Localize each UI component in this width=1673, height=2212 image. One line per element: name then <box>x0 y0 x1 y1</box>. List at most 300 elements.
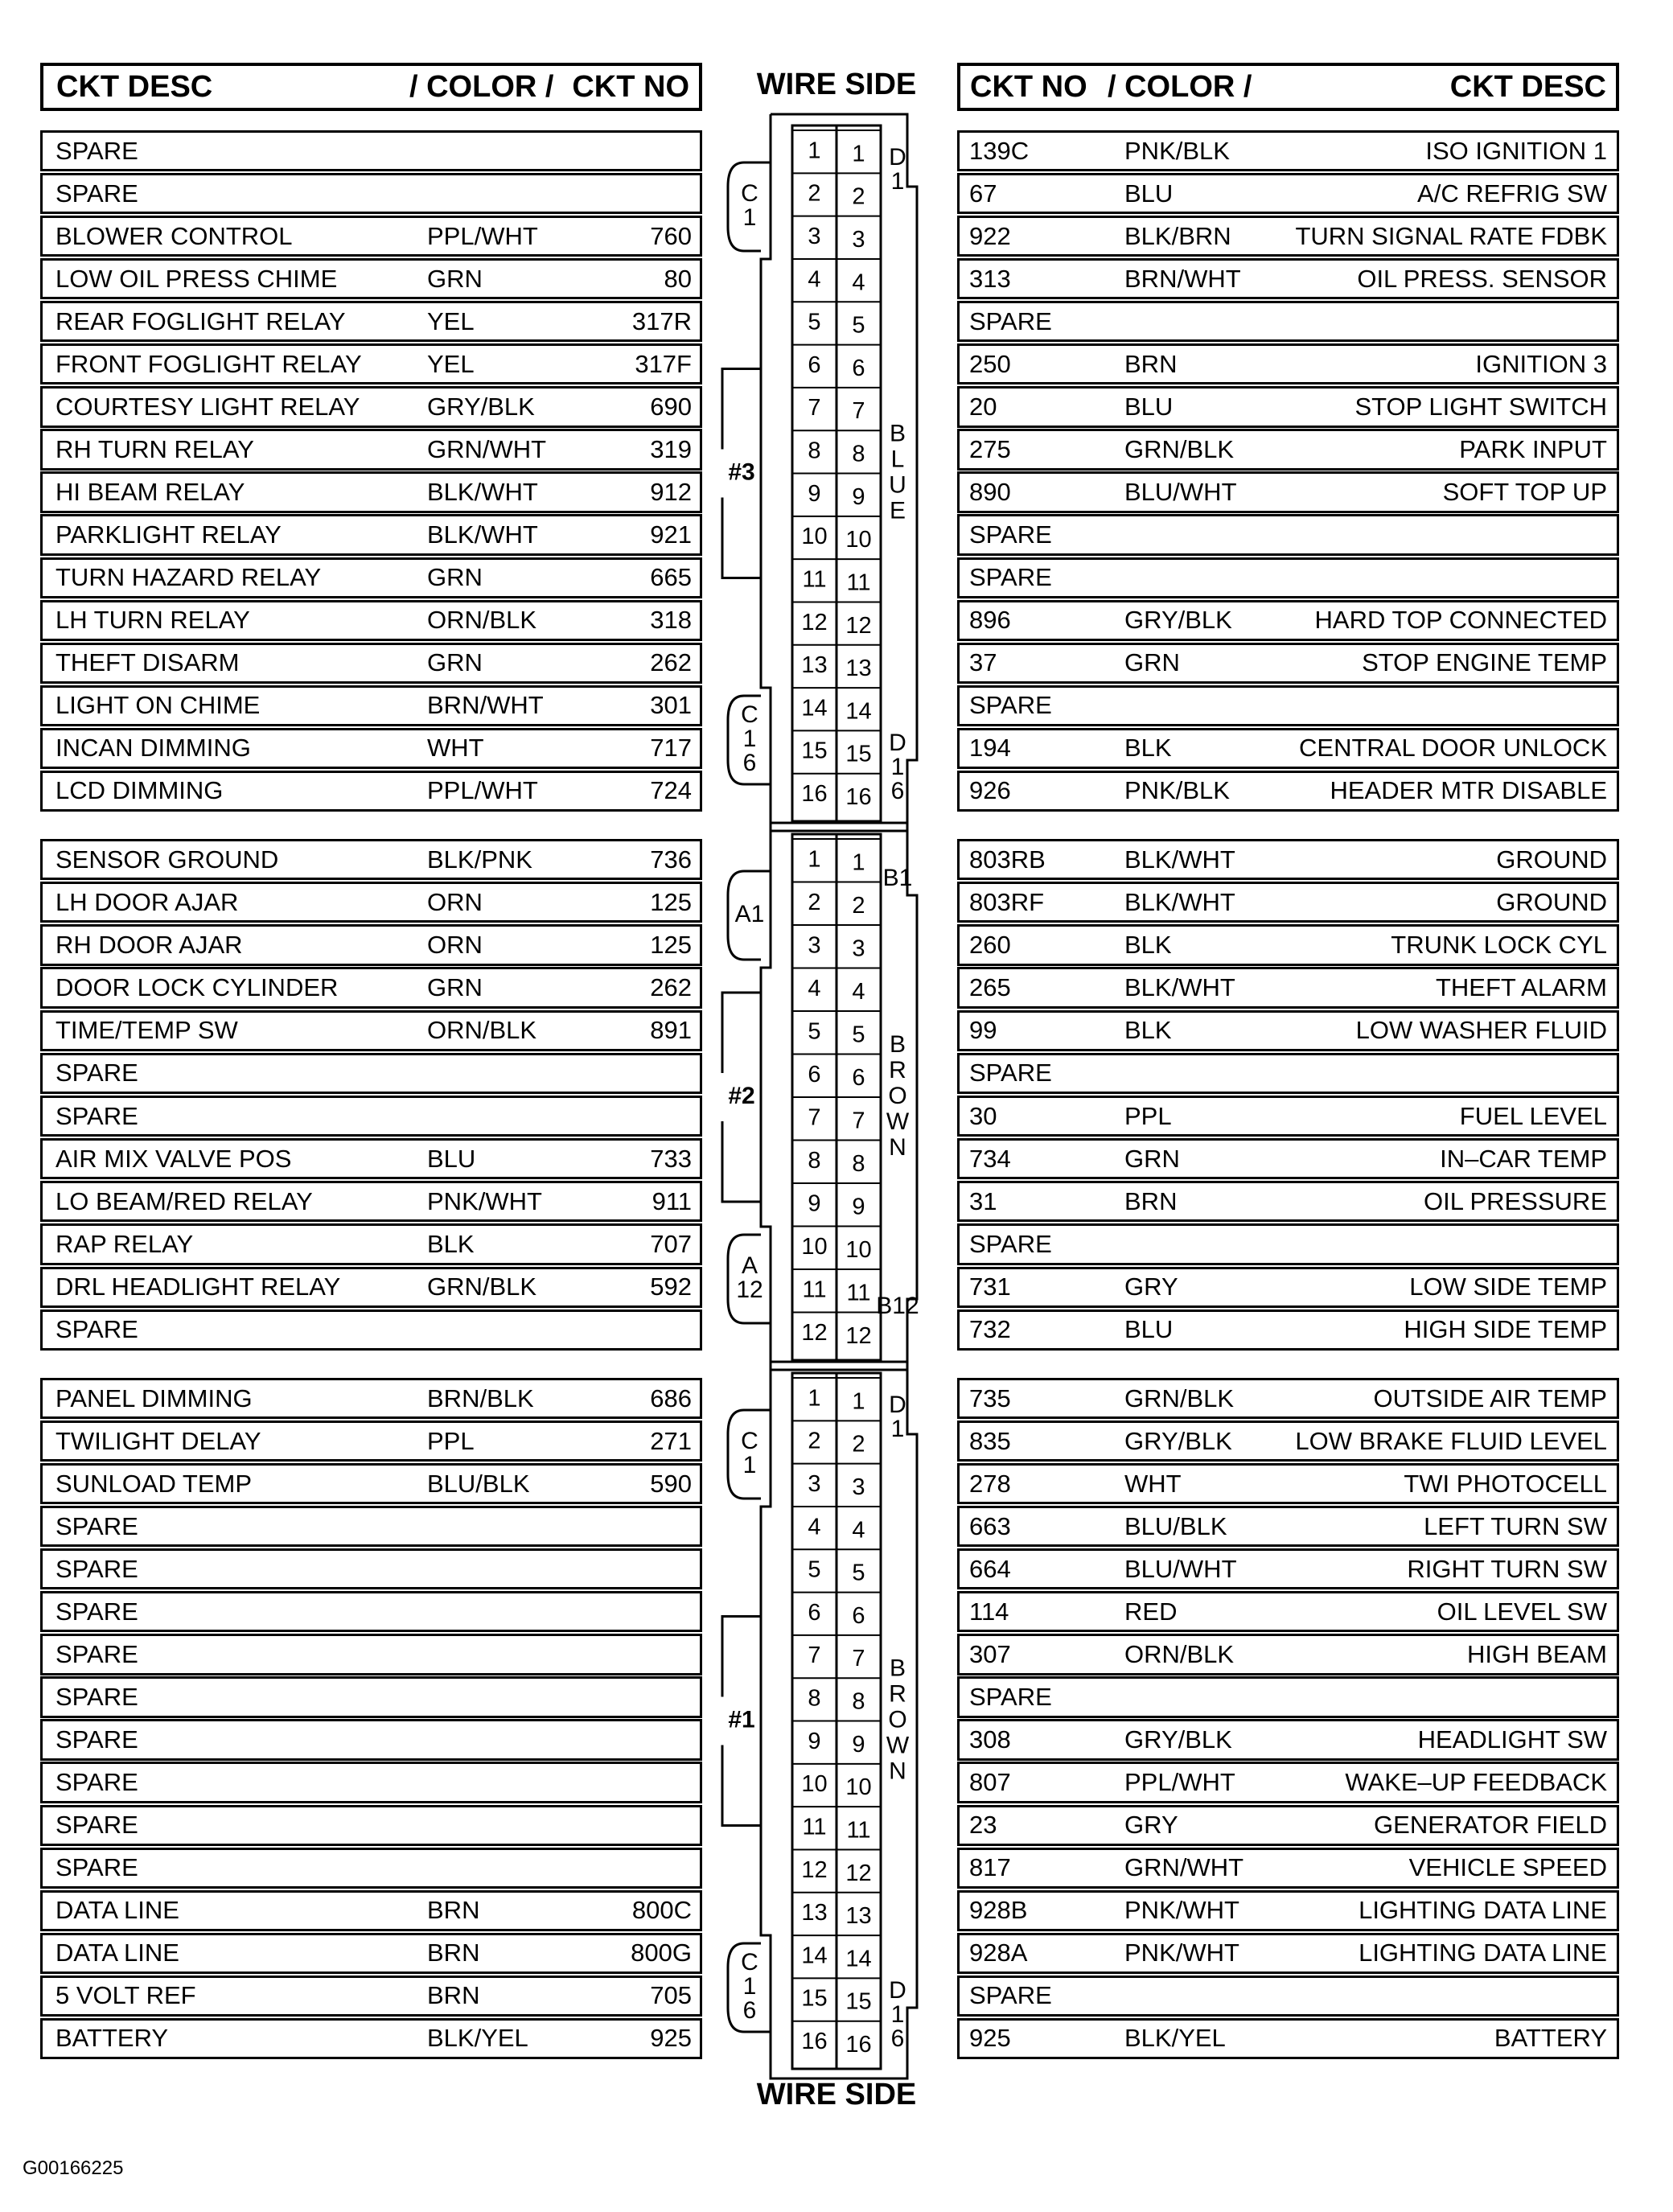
ckt-no: 99 <box>969 1016 997 1045</box>
cavity-label-bottom-left: 1 <box>742 1972 757 2000</box>
cavity-label-bottom-right: 1 <box>890 753 905 780</box>
ckt-no: 736 <box>650 845 692 874</box>
ckt-no: 31 <box>969 1186 997 1215</box>
pin-number-right: 7 <box>852 1646 865 1672</box>
ckt-desc: REAR FOGLIGHT RELAY <box>55 306 346 335</box>
wire-color: GRN <box>427 563 483 592</box>
cavity-label-bottom-left: 1 <box>742 725 757 752</box>
cavity-label-top-left: 1 <box>742 1451 757 1478</box>
ckt-no: 265 <box>969 973 1011 1002</box>
pin-number-left: 7 <box>808 395 821 421</box>
ckt-desc: BLOWER CONTROL <box>55 221 293 250</box>
wire-color: PNK/WHT <box>427 1186 542 1215</box>
wire-side-title-bottom: WIRE SIDE <box>756 2078 917 2111</box>
ckt-desc: BATTERY <box>55 2024 169 2053</box>
ckt-desc: GENERATOR FIELD <box>1374 1811 1607 1840</box>
pin-number-left: 6 <box>808 1061 821 1087</box>
wire-color: BLK/WHT <box>427 478 538 507</box>
wire-color: GRN/BLK <box>1124 434 1235 463</box>
wire-color: BRN <box>427 1939 480 1967</box>
wire-color: BRN <box>427 1896 480 1925</box>
left-header-ckt-no: CKT NO <box>572 69 689 104</box>
wire-color: BLU <box>427 1144 476 1173</box>
wire-color: ORN <box>427 887 483 916</box>
right-header-color: / COLOR / <box>1108 69 1252 104</box>
ckt-desc: HIGH BEAM <box>1467 1639 1607 1668</box>
wire-color: BLK <box>427 1230 475 1259</box>
cavity-label-bottom-right: B12 <box>876 1292 919 1319</box>
pin-number-left: 10 <box>801 1233 828 1260</box>
ckt-no: 807 <box>969 1768 1011 1797</box>
connector-color-label: B <box>889 1655 906 1682</box>
ckt-no: 705 <box>650 1981 692 2010</box>
ckt-desc: A/C REFRIG SW <box>1417 179 1607 208</box>
wire-color: BLU/WHT <box>1124 478 1237 507</box>
cavity-label-top-left: C <box>741 179 758 207</box>
ckt-desc: LIGHTING DATA LINE <box>1359 1939 1607 1967</box>
pin-number-right: 15 <box>845 1988 872 2015</box>
pin-number-left: 10 <box>801 524 828 550</box>
ckt-desc: HARD TOP CONNECTED <box>1314 606 1607 635</box>
ckt-no: 114 <box>969 1597 1009 1626</box>
pin-number-right: 11 <box>846 1817 871 1844</box>
ckt-no: 835 <box>969 1426 1011 1455</box>
ckt-no: SPARE <box>969 306 1052 335</box>
cavity-label-bottom-left: 6 <box>742 1996 757 2024</box>
cavity-label-bottom-right: 6 <box>890 777 905 804</box>
wire-color: ORN <box>427 930 483 959</box>
wire-color: BRN <box>1124 1186 1178 1215</box>
ckt-no: 125 <box>650 887 692 916</box>
pin-number-left: 12 <box>801 1856 828 1883</box>
cavity-label-top-left: A1 <box>734 900 765 927</box>
wire-color: GRN <box>1124 648 1180 677</box>
pin-number-right: 5 <box>852 312 865 339</box>
ckt-no: 275 <box>969 434 1011 463</box>
wire-color: GRN <box>427 264 483 293</box>
pin-number-right: 10 <box>845 1236 872 1263</box>
wire-color: BLU <box>1124 1315 1174 1344</box>
ckt-no: 262 <box>650 973 692 1002</box>
ckt-no: 760 <box>650 221 692 250</box>
ckt-desc: OIL PRESSURE <box>1424 1186 1607 1215</box>
ckt-desc: PARK INPUT <box>1459 434 1607 463</box>
pin-number-left: 2 <box>808 889 821 915</box>
cavity-label-top-right: 1 <box>890 1415 905 1442</box>
ckt-desc: HI BEAM RELAY <box>55 478 245 507</box>
ckt-desc: OIL LEVEL SW <box>1437 1597 1607 1626</box>
ckt-no: 67 <box>969 179 997 208</box>
ckt-no: 890 <box>969 478 1011 507</box>
pin-number-left: 8 <box>808 1147 821 1174</box>
ckt-desc: THEFT ALARM <box>1435 973 1607 1002</box>
wire-side-title-top: WIRE SIDE <box>756 68 917 101</box>
ckt-no: SPARE <box>969 520 1052 549</box>
pin-number-right: 9 <box>852 1731 865 1758</box>
wire-color: BLU/BLK <box>427 1469 530 1498</box>
pin-number-right: 12 <box>845 1860 872 1886</box>
wire-color: BLK <box>1124 1016 1172 1045</box>
pin-number-left: 4 <box>808 975 821 1001</box>
ckt-no: 926 <box>969 776 1011 805</box>
ckt-desc: SPARE <box>55 1725 138 1754</box>
ckt-no: 308 <box>969 1725 1011 1754</box>
ckt-no: 732 <box>969 1315 1011 1344</box>
pin-number-right: 2 <box>852 892 865 919</box>
pin-number-left: 4 <box>808 266 821 293</box>
ckt-no: 891 <box>650 1016 692 1045</box>
ckt-desc: SPARE <box>55 179 138 208</box>
ckt-no: 912 <box>650 478 692 507</box>
wire-color: GRY <box>1124 1273 1178 1301</box>
wire-color: PPL <box>427 1426 475 1455</box>
ckt-no: SPARE <box>969 1230 1052 1259</box>
pin-number-right: 10 <box>845 527 872 553</box>
pin-number-left: 13 <box>801 652 828 679</box>
pin-number-right: 4 <box>852 269 865 296</box>
pin-number-left: 6 <box>808 352 821 378</box>
ckt-no: 690 <box>650 392 692 421</box>
ckt-desc: AIR MIX VALVE POS <box>55 1144 292 1173</box>
ckt-desc: VEHICLE SPEED <box>1408 1853 1607 1882</box>
wire-color: BLK <box>1124 734 1172 763</box>
ckt-desc: INCAN DIMMING <box>55 734 251 763</box>
wire-color: BRN/BLK <box>427 1384 534 1412</box>
pin-number-right: 11 <box>846 569 871 596</box>
ckt-no: 23 <box>969 1811 997 1840</box>
ckt-desc: WAKE–UP FEEDBACK <box>1345 1768 1607 1797</box>
ckt-no: 80 <box>664 264 692 293</box>
ckt-desc: SPARE <box>55 1768 138 1797</box>
ckt-desc: RIGHT TURN SW <box>1407 1554 1607 1583</box>
ckt-desc: ISO IGNITION 1 <box>1425 136 1607 165</box>
pin-number-right: 15 <box>845 741 872 767</box>
ckt-no: 922 <box>969 221 1011 250</box>
wire-color: GRY/BLK <box>1124 1725 1232 1754</box>
ckt-desc: SPARE <box>55 1639 138 1668</box>
wire-color: PNK/BLK <box>1124 136 1230 165</box>
wire-color: BLK/WHT <box>1124 845 1235 874</box>
pin-number-right: 8 <box>852 441 865 467</box>
pin-number-right: 10 <box>845 1774 872 1801</box>
pin-number-left: 11 <box>802 1277 827 1303</box>
pin-number-left: 5 <box>808 1018 821 1045</box>
ckt-desc: LIGHT ON CHIME <box>55 691 261 720</box>
cavity-label-bottom-left: 12 <box>736 1276 763 1303</box>
pin-number-left: 3 <box>808 1470 821 1497</box>
ckt-no: 318 <box>650 606 692 635</box>
ckt-desc: GROUND <box>1496 845 1607 874</box>
ckt-desc: TWILIGHT DELAY <box>55 1426 261 1455</box>
pin-number-right: 4 <box>852 1517 865 1544</box>
pin-number-left: 1 <box>808 846 821 873</box>
pin-number-left: 6 <box>808 1599 821 1626</box>
pin-number-right: 3 <box>852 226 865 253</box>
ckt-no: 317R <box>631 306 692 335</box>
cavity-label-top-right: D <box>889 1391 906 1418</box>
pin-number-right: 3 <box>852 935 865 962</box>
connector-color-label: L <box>890 446 905 473</box>
figure-id: G00166225 <box>23 2157 124 2179</box>
pin-number-right: 6 <box>852 1064 865 1091</box>
ckt-no: 194 <box>969 734 1011 763</box>
pin-number-left: 5 <box>808 309 821 335</box>
cavity-label-bottom-left: C <box>741 701 758 728</box>
ckt-desc: TURN SIGNAL RATE FDBK <box>1295 221 1607 250</box>
pin-number-left: 7 <box>808 1643 821 1669</box>
wire-color: PPL/WHT <box>427 221 538 250</box>
pin-number-right: 7 <box>852 398 865 425</box>
ckt-no: 139C <box>969 136 1030 165</box>
wire-color: WHT <box>1124 1469 1182 1498</box>
ckt-no: SPARE <box>969 691 1052 720</box>
connector-color-label: W <box>886 1732 910 1759</box>
ckt-desc: SPARE <box>55 1682 138 1711</box>
pin-number-right: 5 <box>852 1022 865 1048</box>
ckt-desc: RH TURN RELAY <box>55 434 254 463</box>
cavity-label-bottom-right: 1 <box>890 2000 905 2028</box>
pin-number-right: 13 <box>845 656 872 682</box>
ckt-desc: COURTESY LIGHT RELAY <box>55 392 360 421</box>
ckt-no: 928A <box>969 1939 1028 1967</box>
ckt-desc: SENSOR GROUND <box>55 845 279 874</box>
right-header-ckt-no: CKT NO <box>970 69 1087 104</box>
pin-number-left: 9 <box>808 480 821 507</box>
ckt-no: 313 <box>969 264 1011 293</box>
ckt-no: 734 <box>969 1144 1011 1173</box>
ckt-no: 921 <box>650 520 692 549</box>
wire-color: BLK/YEL <box>427 2024 528 2053</box>
ckt-no: SPARE <box>969 1981 1052 2010</box>
wire-color: GRN <box>427 973 483 1002</box>
wire-color: YEL <box>427 306 475 335</box>
wire-color: BLK/BRN <box>1124 221 1231 250</box>
pin-number-left: 1 <box>808 1385 821 1412</box>
wire-color: BLU/WHT <box>1124 1554 1237 1583</box>
ckt-desc: TIME/TEMP SW <box>55 1016 238 1045</box>
ckt-no: 125 <box>650 930 692 959</box>
pin-number-left: 1 <box>808 138 821 164</box>
ckt-desc: DOOR LOCK CYLINDER <box>55 973 339 1002</box>
ckt-no: 928B <box>969 1896 1028 1925</box>
pin-number-right: 14 <box>845 698 872 725</box>
connector-number-label: #2 <box>728 1082 755 1109</box>
connector-color-label: N <box>889 1133 906 1161</box>
pin-number-left: 9 <box>808 1728 821 1754</box>
ckt-no: 30 <box>969 1101 997 1130</box>
wire-color: GRY/BLK <box>427 392 535 421</box>
wire-color: GRN/BLK <box>1124 1384 1235 1412</box>
connector-color-label: U <box>889 471 906 499</box>
wire-color: ORN/BLK <box>1124 1639 1235 1668</box>
wire-color: PNK/BLK <box>1124 776 1230 805</box>
wire-color: GRN/WHT <box>1124 1853 1244 1882</box>
pin-number-left: 15 <box>801 738 828 764</box>
ckt-desc: STOP LIGHT SWITCH <box>1354 392 1607 421</box>
wire-color: BRN <box>427 1981 480 2010</box>
ckt-desc: THEFT DISARM <box>55 648 240 677</box>
ckt-desc: LEFT TURN SW <box>1424 1511 1607 1540</box>
pin-number-left: 12 <box>801 1319 828 1346</box>
pin-number-left: 3 <box>808 223 821 249</box>
pin-number-right: 4 <box>852 978 865 1005</box>
ckt-no: 733 <box>650 1144 692 1173</box>
connector-color-label: B <box>889 420 906 447</box>
ckt-desc: LOW SIDE TEMP <box>1409 1273 1607 1301</box>
ckt-desc: SPARE <box>55 136 138 165</box>
wire-color: GRY <box>1124 1811 1178 1840</box>
pin-number-left: 11 <box>802 1814 827 1840</box>
connector-color-label: N <box>889 1758 906 1785</box>
ckt-desc: PANEL DIMMING <box>55 1384 253 1412</box>
ckt-no: 800G <box>631 1939 692 1967</box>
ckt-desc: TRUNK LOCK CYL <box>1391 930 1607 959</box>
pin-number-right: 16 <box>845 2032 872 2058</box>
pin-number-right: 14 <box>845 1946 872 1972</box>
pin-number-right: 6 <box>852 355 865 381</box>
pin-number-right: 9 <box>852 1194 865 1220</box>
cavity-label-bottom-right: D <box>889 729 906 756</box>
ckt-no: 664 <box>969 1554 1011 1583</box>
wire-color: BRN/WHT <box>427 691 544 720</box>
connector-number-label: #1 <box>728 1706 755 1733</box>
wire-color: GRN <box>427 648 483 677</box>
pin-number-left: 3 <box>808 932 821 959</box>
left-header-desc: CKT DESC <box>56 69 213 104</box>
pin-number-right: 2 <box>852 1431 865 1458</box>
ckt-no: 307 <box>969 1639 1011 1668</box>
wire-color: BLK/YEL <box>1124 2024 1226 2053</box>
ckt-desc: RH DOOR AJAR <box>55 930 243 959</box>
ckt-no: 707 <box>650 1230 692 1259</box>
pin-number-right: 1 <box>852 141 865 167</box>
wire-color: YEL <box>427 349 475 378</box>
ckt-desc: TWI PHOTOCELL <box>1404 1469 1607 1498</box>
wire-color: PNK/WHT <box>1124 1939 1239 1967</box>
wire-color: GRN/WHT <box>427 434 547 463</box>
ckt-desc: OIL PRESS. SENSOR <box>1357 264 1607 293</box>
ckt-desc: HEADLIGHT SW <box>1417 1725 1607 1754</box>
cavity-label-bottom-left: C <box>741 1948 758 1976</box>
ckt-desc: SPARE <box>55 1853 138 1882</box>
wire-color: BLU/BLK <box>1124 1511 1227 1540</box>
ckt-desc: SPARE <box>55 1059 138 1087</box>
pin-number-right: 2 <box>852 183 865 210</box>
wire-color: BLK/WHT <box>1124 887 1235 916</box>
wire-color: GRN/BLK <box>427 1273 537 1301</box>
pin-number-right: 8 <box>852 1150 865 1177</box>
ckt-desc: SPARE <box>55 1315 138 1344</box>
ckt-no: 260 <box>969 930 1011 959</box>
ckt-desc: SOFT TOP UP <box>1442 478 1607 507</box>
cavity-label-top-left: C <box>741 1427 758 1454</box>
pin-number-right: 6 <box>852 1602 865 1629</box>
connector-color-label: O <box>888 1082 907 1109</box>
ckt-desc: DRL HEADLIGHT RELAY <box>55 1273 341 1301</box>
pin-number-left: 8 <box>808 1685 821 1712</box>
ckt-no: 278 <box>969 1469 1011 1498</box>
ckt-no: SPARE <box>969 1059 1052 1087</box>
ckt-desc: SPARE <box>55 1554 138 1583</box>
ckt-desc: LOW WASHER FLUID <box>1355 1016 1607 1045</box>
pin-number-right: 5 <box>852 1560 865 1586</box>
pin-number-right: 1 <box>852 849 865 876</box>
ckt-desc: STOP ENGINE TEMP <box>1362 648 1607 677</box>
cavity-label-bottom-left: A <box>741 1252 758 1279</box>
ckt-desc: LH TURN RELAY <box>55 606 250 635</box>
right-header-desc: CKT DESC <box>1449 69 1606 104</box>
ckt-no: 271 <box>650 1426 692 1455</box>
wire-color: GRY/BLK <box>1124 1426 1232 1455</box>
pin-number-right: 7 <box>852 1108 865 1134</box>
pin-number-left: 2 <box>808 1428 821 1454</box>
wire-color: BLU <box>1124 179 1174 208</box>
ckt-desc: SPARE <box>55 1811 138 1840</box>
pin-number-right: 11 <box>846 1280 871 1306</box>
ckt-no: 731 <box>969 1273 1011 1301</box>
pin-number-left: 4 <box>808 1514 821 1540</box>
cavity-label-bottom-right: D <box>889 1976 906 2004</box>
ckt-desc: BATTERY <box>1494 2024 1607 2053</box>
ckt-no: 262 <box>650 648 692 677</box>
connector-color-label: B <box>889 1030 906 1058</box>
ckt-no: 717 <box>650 734 692 763</box>
ckt-desc: 5 VOLT REF <box>55 1981 196 2010</box>
ckt-no: SPARE <box>969 563 1052 592</box>
ckt-desc: DATA LINE <box>55 1939 179 1967</box>
pin-number-right: 12 <box>845 612 872 639</box>
cavity-label-top-right: B1 <box>882 864 913 891</box>
pin-number-right: 13 <box>845 1903 872 1930</box>
wire-color: BRN <box>1124 349 1178 378</box>
pin-number-left: 2 <box>808 180 821 207</box>
ckt-no: 735 <box>969 1384 1011 1412</box>
cavity-label-bottom-left: 6 <box>742 749 757 776</box>
wire-color: BLK/PNK <box>427 845 532 874</box>
ckt-no: 925 <box>650 2024 692 2053</box>
wire-color: BLU <box>1124 392 1174 421</box>
ckt-desc: OUTSIDE AIR TEMP <box>1373 1384 1607 1412</box>
pin-number-left: 5 <box>808 1556 821 1583</box>
wire-color: RED <box>1124 1597 1178 1626</box>
ckt-desc: HEADER MTR DISABLE <box>1330 776 1607 805</box>
pin-number-left: 11 <box>802 566 827 593</box>
ckt-desc: FRONT FOGLIGHT RELAY <box>55 349 362 378</box>
wire-color: ORN/BLK <box>427 606 537 635</box>
ckt-desc: SPARE <box>55 1101 138 1130</box>
pin-number-left: 16 <box>801 2029 828 2054</box>
connector-color-label: O <box>888 1706 907 1733</box>
ckt-no: 317F <box>635 349 692 378</box>
connector-color-label: W <box>886 1108 910 1135</box>
pin-number-left: 12 <box>801 609 828 635</box>
ckt-no: 817 <box>969 1853 1011 1882</box>
cavity-label-top-right: 1 <box>890 167 905 195</box>
wire-color: BLK/WHT <box>427 520 538 549</box>
ckt-desc: IGNITION 3 <box>1475 349 1607 378</box>
ckt-desc: IN–CAR TEMP <box>1440 1144 1607 1173</box>
wire-color: WHT <box>427 734 484 763</box>
connector-color-label: R <box>889 1056 906 1083</box>
pin-number-right: 12 <box>845 1322 872 1349</box>
ckt-no: 301 <box>650 691 692 720</box>
ckt-desc: PARKLIGHT RELAY <box>55 520 282 549</box>
ckt-desc: TURN HAZARD RELAY <box>55 563 322 592</box>
pin-number-left: 9 <box>808 1190 821 1217</box>
pin-number-left: 13 <box>801 1900 828 1926</box>
cavity-label-top-left: 1 <box>742 204 757 231</box>
connector-number-label: #3 <box>728 458 755 486</box>
